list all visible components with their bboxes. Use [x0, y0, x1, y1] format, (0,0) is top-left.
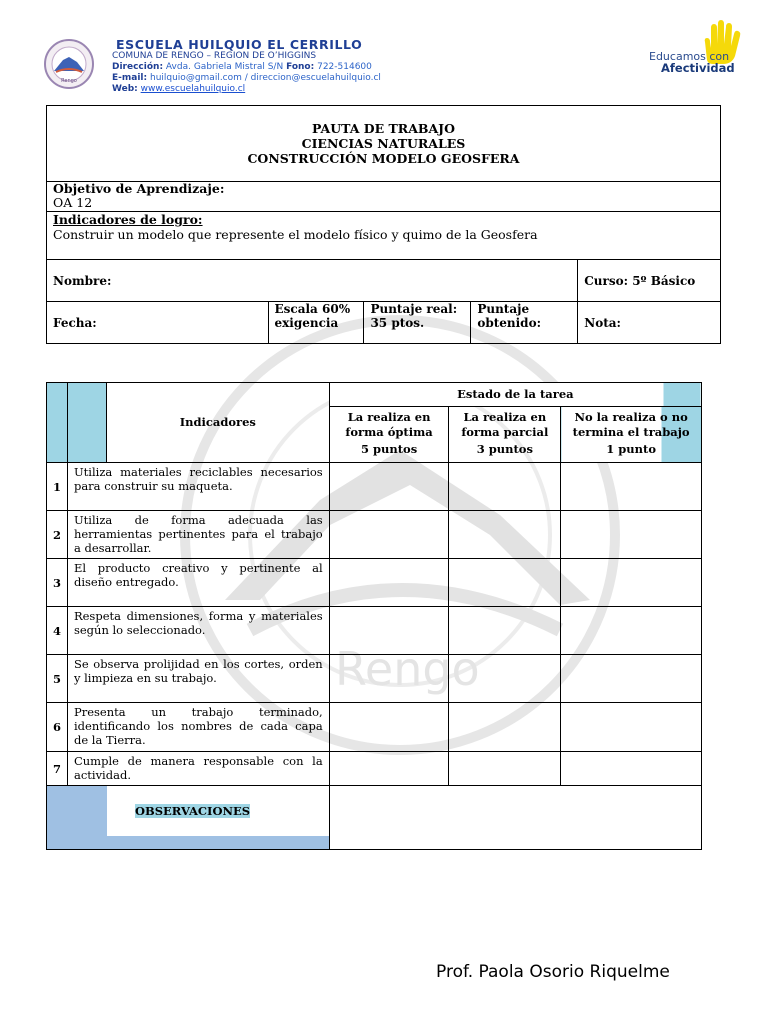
column-optimal-line-1: La realiza en — [347, 410, 431, 424]
teacher-name: Prof. Paola Osorio Riquelme — [436, 962, 670, 982]
score-cell-optimal[interactable] — [329, 559, 449, 607]
row-number: 7 — [47, 752, 68, 786]
row-indicator: Presenta un trabajo terminado, identificando los nombres de cada capa de la Tierra. — [67, 703, 329, 752]
indicators-header: Indicadores — [106, 383, 329, 463]
school-logo — [44, 38, 94, 90]
real-score-line-2: 35 ptos. — [370, 316, 425, 330]
score-cell-partial[interactable] — [449, 511, 561, 559]
rubric-row — [47, 511, 702, 559]
column-none-line-2: termina el trabajo — [572, 425, 690, 439]
commune-line: COMUNA DE RENGO – REGION DE O’HIGGINS — [112, 51, 317, 61]
grade-field[interactable]: Nota: — [578, 302, 721, 344]
observations-accent — [47, 786, 107, 849]
row-number: 6 — [47, 703, 68, 752]
brand-bottom-text: Afectividad — [661, 61, 735, 75]
score-cell-none[interactable] — [561, 559, 702, 607]
rubric-row — [47, 607, 702, 655]
column-partial-line-2: forma parcial — [461, 425, 549, 439]
score-cell-partial[interactable] — [449, 607, 561, 655]
title-line-3: CONSTRUCCIÓN MODELO GEOSFERA — [247, 151, 520, 166]
column-none-line-1: No la realiza o no — [574, 410, 688, 424]
header-accent-left — [47, 383, 68, 463]
indicators-label: Indicadores de logro: — [53, 212, 203, 227]
score-cell-none[interactable] — [561, 752, 702, 786]
phone-value: 722-514600 — [317, 62, 372, 72]
score-cell-partial[interactable] — [449, 703, 561, 752]
score-cell-optimal[interactable] — [329, 655, 449, 703]
web-label: Web: — [112, 84, 138, 94]
title-line-1: PAUTA DE TRABAJO — [312, 121, 455, 136]
column-none — [561, 407, 702, 463]
score-cell-none[interactable] — [561, 655, 702, 703]
score-cell-optimal[interactable] — [329, 752, 449, 786]
worksheet-title — [47, 106, 721, 182]
email-value: huilquio@gmail.com / direccion@escuelahuilquio.cl — [149, 73, 381, 83]
observations-label-cell — [47, 786, 330, 850]
school-info — [108, 38, 381, 95]
obtained-line-2: obtenido: — [477, 316, 542, 330]
rubric-table — [46, 382, 702, 850]
indicators-value: Construir un modelo que represente el modelo físico y quimo de la Geosfera — [53, 227, 538, 242]
objective-label: Objetivo de Aprendizaje: — [53, 181, 225, 196]
column-none-points: 1 punto — [606, 442, 656, 456]
rubric-row — [47, 655, 702, 703]
row-indicator: Utiliza materiales reciclables necesarios para construir su maqueta. — [67, 463, 329, 511]
observations-label: OBSERVACIONES — [135, 804, 251, 818]
brand-logo — [647, 20, 743, 80]
obtained-score-field[interactable] — [471, 302, 578, 344]
row-indicator: Se observa prolijidad en los cortes, orden y limpieza en su trabajo. — [67, 655, 329, 703]
scale-cell — [268, 302, 364, 344]
observations-field[interactable] — [329, 786, 701, 850]
score-cell-none[interactable] — [561, 607, 702, 655]
logo-text: Rengo — [61, 78, 77, 84]
score-cell-partial[interactable] — [449, 655, 561, 703]
address-value: Avda. Gabriela Mistral S/N — [165, 62, 284, 72]
row-indicator: Utiliza de forma adecuada las herramientas pertinentes para el trabajo a desarrollar. — [67, 511, 329, 559]
row-indicator: El producto creativo y pertinente al diseño entregado. — [67, 559, 329, 607]
score-cell-none[interactable] — [561, 511, 702, 559]
web-line — [112, 84, 381, 95]
name-field[interactable]: Nombre: — [47, 260, 578, 302]
row-indicator: Cumple de manera responsable con la actividad. — [67, 752, 329, 786]
score-cell-optimal[interactable] — [329, 511, 449, 559]
header-accent-left-2 — [67, 383, 106, 463]
rubric-row — [47, 703, 702, 752]
column-optimal-line-2: forma óptima — [345, 425, 433, 439]
svg-text:Rengo: Rengo — [335, 642, 480, 696]
email-line — [112, 73, 381, 84]
score-cell-partial[interactable] — [449, 463, 561, 511]
phone-label: Fono: — [286, 62, 315, 72]
scale-line-1: Escala 60% — [274, 302, 351, 316]
row-number: 2 — [47, 511, 68, 559]
objective-cell — [47, 182, 721, 212]
row-number: 5 — [47, 655, 68, 703]
rubric-row — [47, 559, 702, 607]
row-number: 4 — [47, 607, 68, 655]
web-link[interactable]: www.escuelahuilquio.cl — [140, 84, 246, 94]
row-indicator: Respeta dimensiones, forma y materiales según lo seleccionado. — [67, 607, 329, 655]
worksheet-info-table — [46, 105, 721, 344]
rubric-row — [47, 752, 702, 786]
status-header: Estado de la tarea — [329, 383, 701, 407]
score-cell-optimal[interactable] — [329, 463, 449, 511]
column-partial-points: 3 puntos — [476, 442, 533, 456]
score-cell-none[interactable] — [561, 463, 702, 511]
row-number: 3 — [47, 559, 68, 607]
indicators-cell — [47, 212, 721, 260]
scale-line-2: exigencia — [274, 316, 339, 330]
brand-top-text: Educamos con — [649, 50, 730, 63]
row-number: 1 — [47, 463, 68, 511]
rubric-row — [47, 463, 702, 511]
column-optimal — [329, 407, 449, 463]
score-cell-partial[interactable] — [449, 559, 561, 607]
column-partial-line-1: La realiza en — [463, 410, 547, 424]
score-cell-partial[interactable] — [449, 752, 561, 786]
email-label: E-mail: — [112, 73, 148, 83]
real-score-cell — [364, 302, 471, 344]
school-name: ESCUELA HUILQUIO EL CERRILLO — [116, 37, 363, 52]
date-field[interactable]: Fecha: — [47, 302, 269, 344]
title-line-2: CIENCIAS NATURALES — [301, 136, 466, 151]
column-partial — [449, 407, 561, 463]
address-label: Dirección: — [112, 62, 164, 72]
column-optimal-points: 5 puntos — [360, 442, 418, 456]
score-cell-optimal[interactable] — [329, 607, 449, 655]
course-field: Curso: 5º Básico — [578, 260, 721, 302]
obtained-line-1: Puntaje — [477, 302, 530, 316]
observations-accent-bottom — [107, 836, 329, 849]
observations-row — [47, 786, 702, 850]
score-cell-optimal[interactable] — [329, 703, 449, 752]
objective-value: OA 12 — [53, 195, 93, 210]
address-line — [112, 62, 381, 73]
score-cell-none[interactable] — [561, 703, 702, 752]
real-score-line-1: Puntaje real: — [370, 302, 458, 316]
